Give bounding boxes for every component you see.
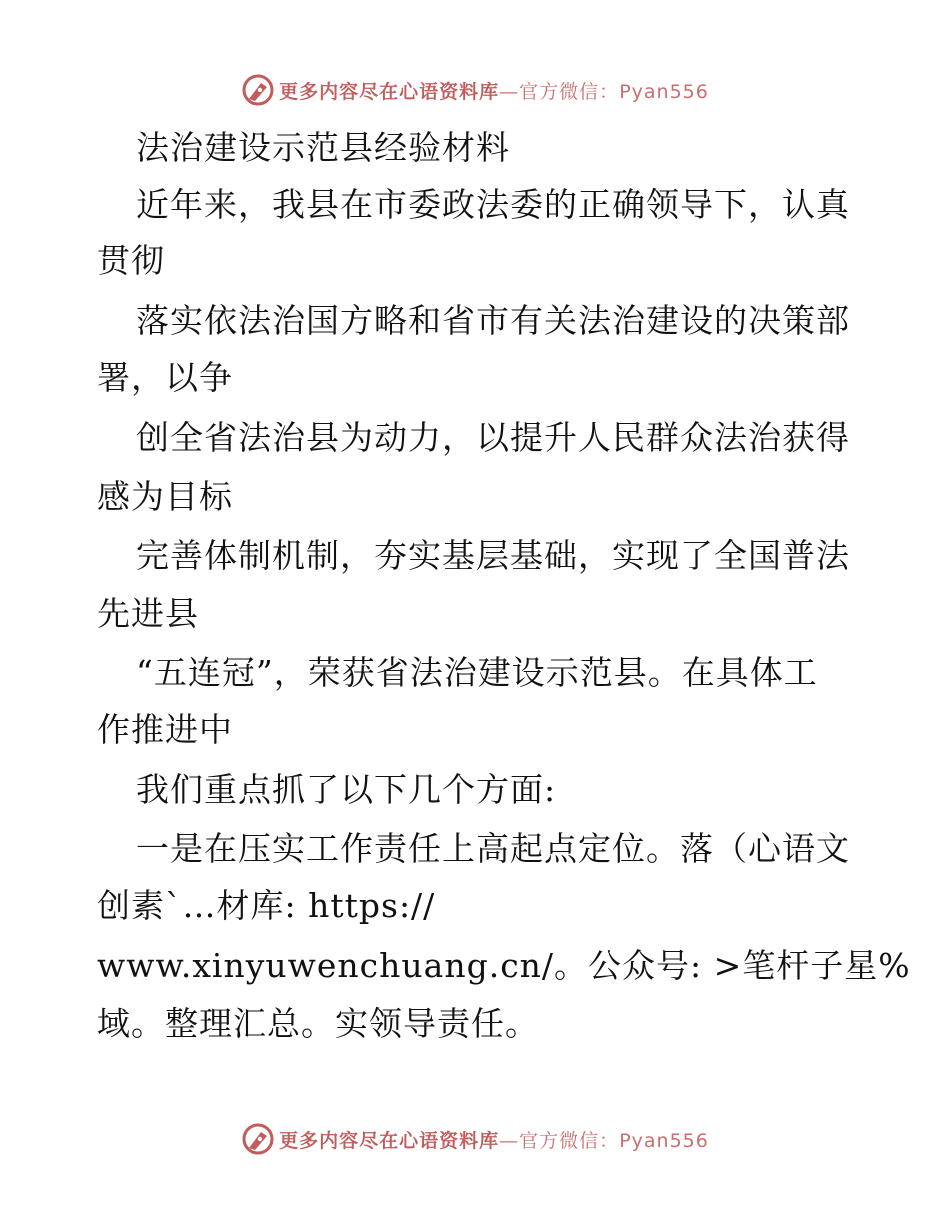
banner-wechat-id: Pyan556 (619, 80, 709, 103)
banner-wechat-label: 官方微信： (519, 80, 620, 103)
banner-wechat-label: 官方微信： (519, 1129, 620, 1152)
text-line: 一是在压实工作责任上高起点定位。落（心语文 (136, 829, 850, 868)
text-line: 创全省法治县为动力，以提升人民群众法治获得 (136, 418, 850, 457)
text-line: 感为目标 (97, 477, 233, 516)
text-line: “五连冠”，荣获省法治建设示范县。在具体工 (136, 653, 818, 692)
text-line: 创素`…材库: https:// (97, 886, 436, 925)
text-line: www.xinyuwenchuang.cn/。公众号: >笔杆子星% (97, 946, 911, 985)
text-line: 域。整理汇总。实领导责任。 (97, 1004, 539, 1043)
banner-dash: — (499, 80, 520, 103)
text-line: 先进县 (97, 594, 199, 633)
text-line: 作推进中 (97, 710, 233, 749)
text-line: 完善体制机制，夯实基层基础，实现了全国普法 (136, 536, 850, 575)
banner-bold-text: 更多内容尽在心语资料库 (279, 80, 500, 103)
text-line: 我们重点抓了以下几个方面: (136, 770, 557, 809)
banner-dash: — (499, 1129, 520, 1152)
document-title: 法治建设示范县经验材料 (136, 128, 510, 167)
text-line: 署，以争 (97, 358, 233, 397)
pen-nib-icon (241, 1122, 275, 1156)
text-line: 近年来，我县在市委政法委的正确领导下，认真 (136, 185, 850, 224)
banner-bold-text: 更多内容尽在心语资料库 (279, 1129, 500, 1152)
banner-text (279, 1126, 709, 1153)
banner-wechat-id: Pyan556 (619, 1129, 709, 1152)
text-line: 落实依法治国方略和省市有关法治建设的决策部 (136, 301, 850, 340)
footer-banner (0, 1119, 950, 1159)
text-line: 贯彻 (97, 241, 165, 280)
